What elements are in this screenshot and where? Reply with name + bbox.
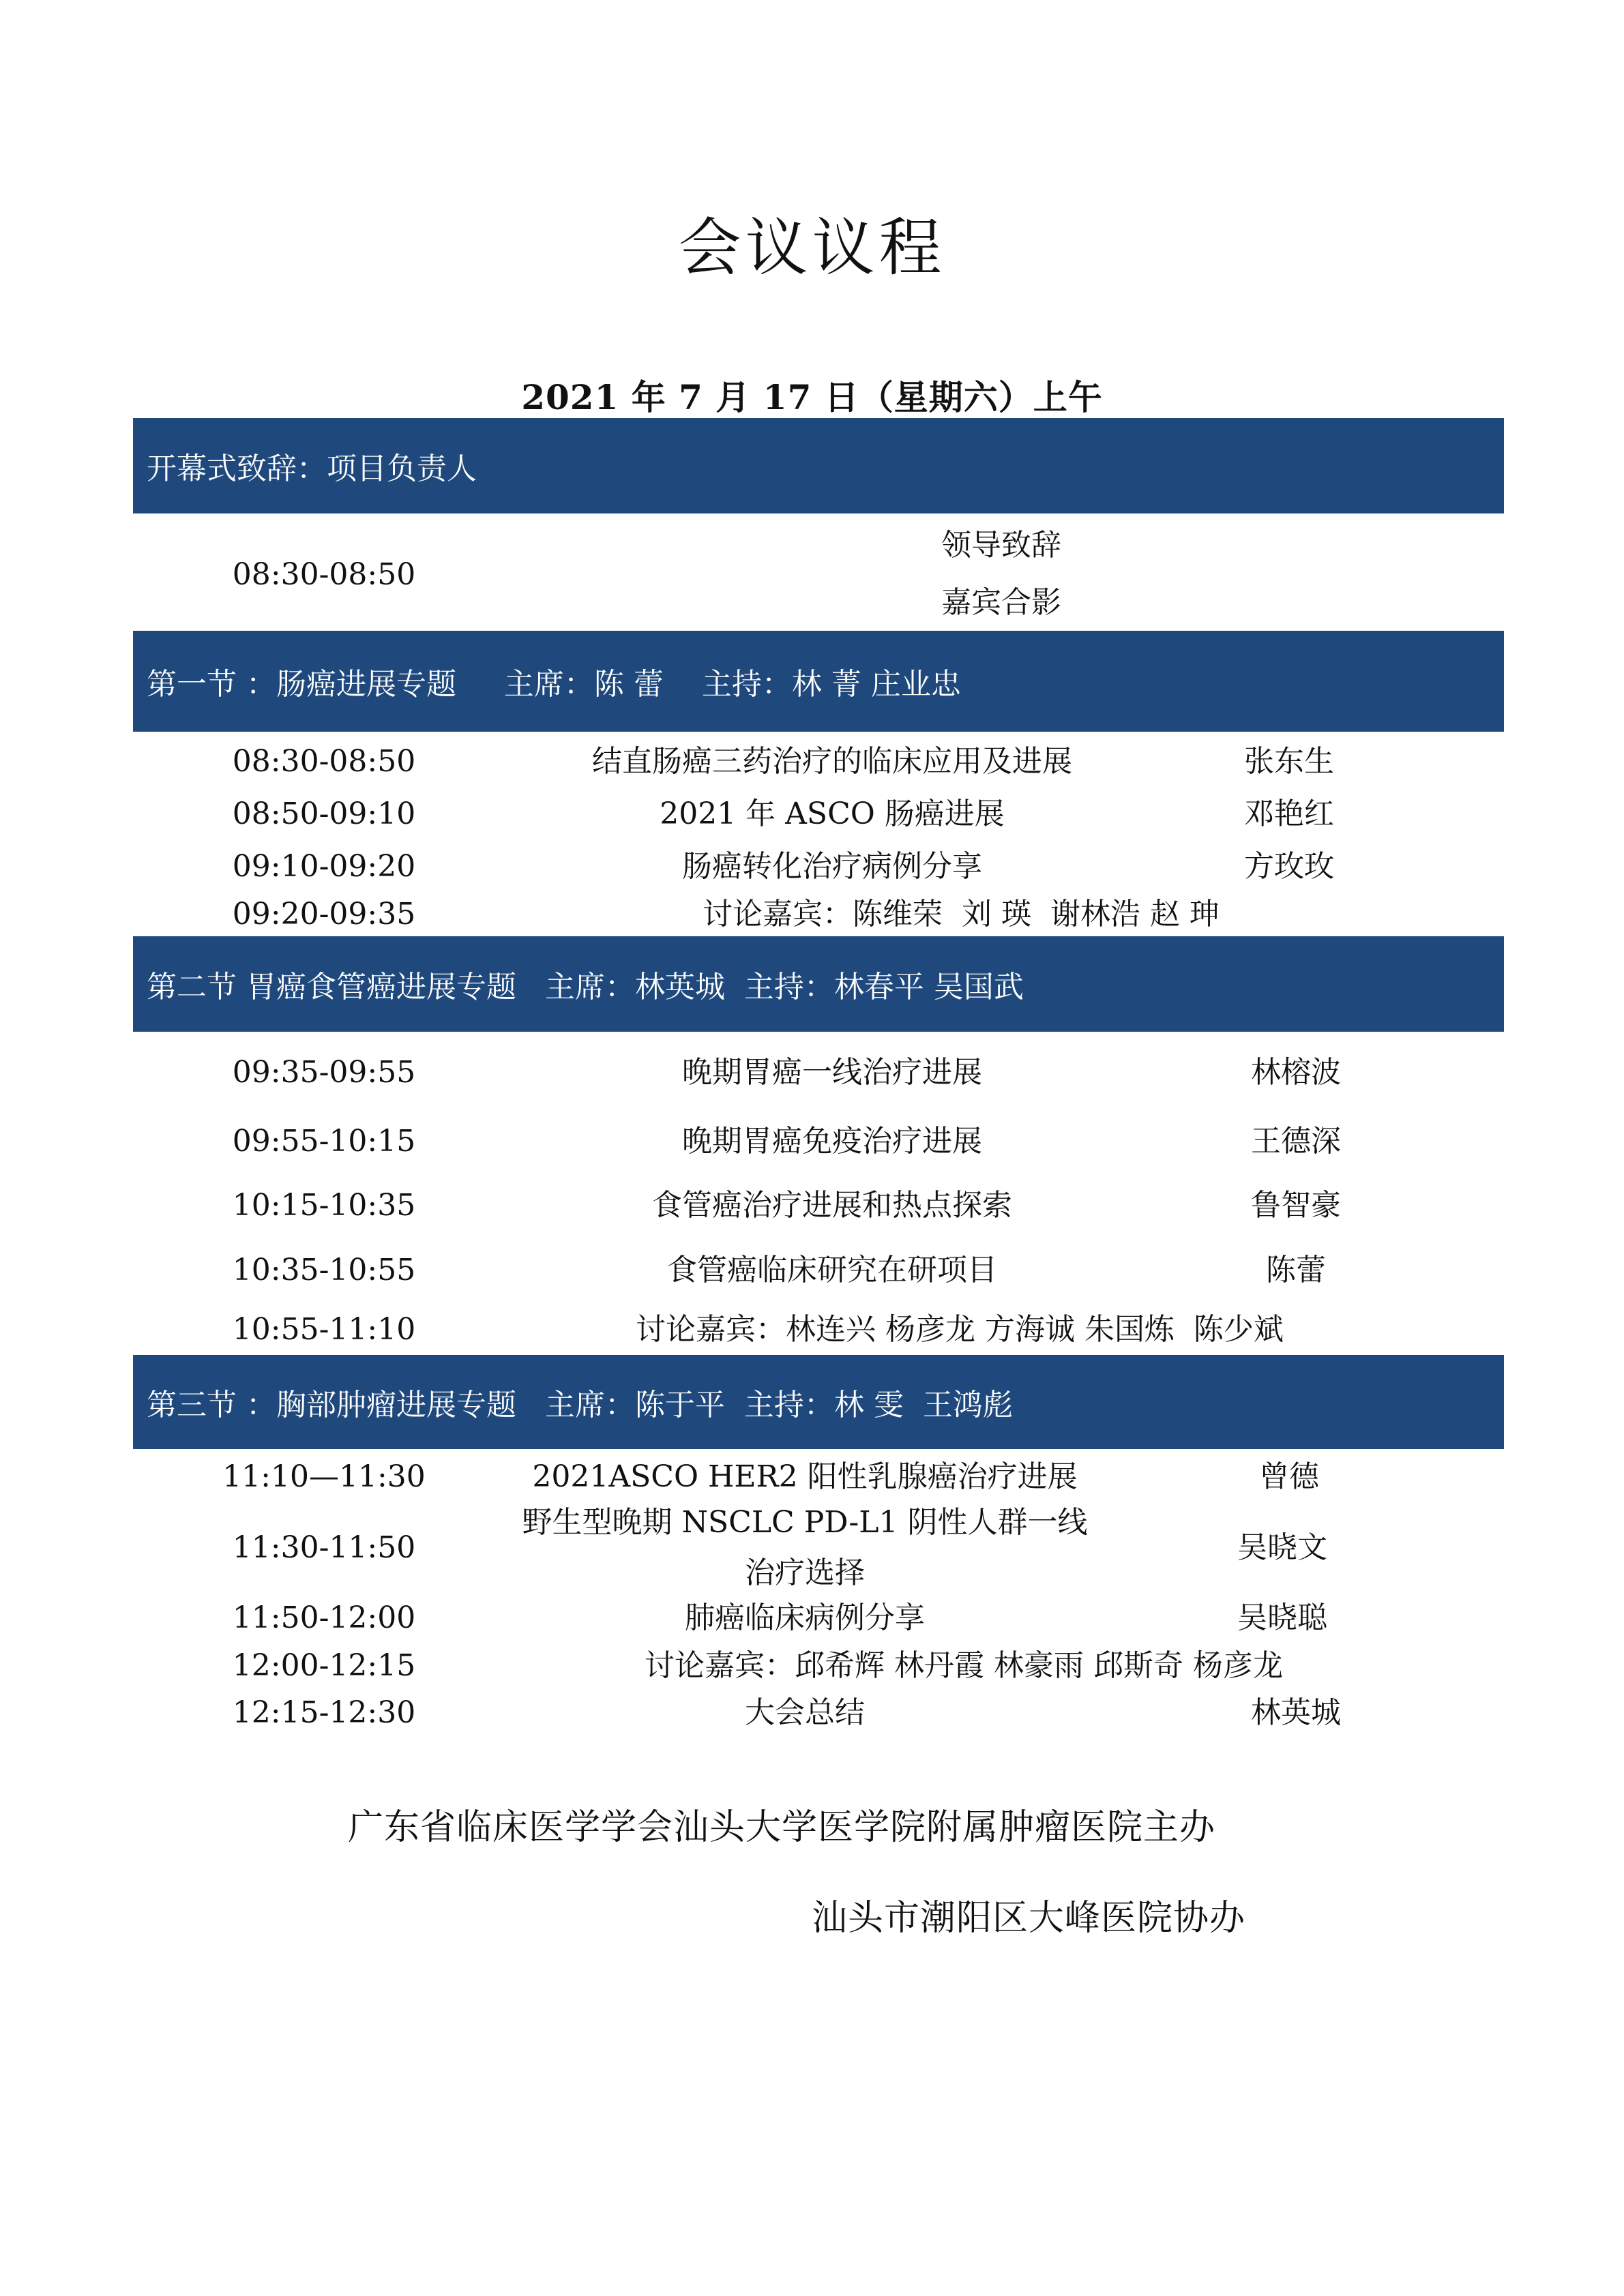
section3-row2-topic-line2: 治疗选择 bbox=[745, 1555, 865, 1590]
co-organizer: 汕头市潮阳区大峰医院协办 bbox=[812, 1898, 1246, 1939]
opening-time: 08:30-08:50 bbox=[232, 557, 416, 592]
section2-row4-speaker: 陈蕾 bbox=[1266, 1253, 1326, 1287]
section1-row3-speaker: 方玫玫 bbox=[1244, 849, 1334, 884]
section1-discussion-guests: 讨论嘉宾：陈维荣 刘 瑛 谢林浩 赵 珅 bbox=[703, 897, 1220, 931]
closing-speaker: 林英城 bbox=[1251, 1695, 1341, 1730]
section1-row2-speaker: 邓艳红 bbox=[1244, 796, 1334, 831]
section3-discussion-time: 12:00-12:15 bbox=[232, 1648, 416, 1683]
closing-time: 12:15-12:30 bbox=[232, 1695, 416, 1730]
section2-row2-topic: 晚期胃癌免疫治疗进展 bbox=[682, 1124, 982, 1159]
organizer: 广东省临床医学学会汕头大学医学院附属肿瘤医院主办 bbox=[348, 1807, 1216, 1848]
section1-row2-topic: 2021 年 ASCO 肠癌进展 bbox=[660, 796, 1005, 831]
opening-header: 开幕式致辞：项目负责人 bbox=[133, 418, 1504, 513]
section3-row3-speaker: 吴晓聪 bbox=[1237, 1600, 1327, 1635]
section1-row2-time: 08:50-09:10 bbox=[232, 796, 416, 831]
opening-item-photo: 嘉宾合影 bbox=[941, 585, 1061, 620]
section2-row2-speaker: 王德深 bbox=[1251, 1124, 1341, 1159]
closing-topic: 大会总结 bbox=[745, 1695, 865, 1730]
section2-row1-topic: 晚期胃癌一线治疗进展 bbox=[682, 1055, 982, 1090]
section1-row3-time: 09:10-09:20 bbox=[232, 849, 416, 884]
section1-row1-speaker: 张东生 bbox=[1244, 744, 1334, 779]
page-title: 会议议程 bbox=[678, 211, 946, 284]
section3-row1-time: 11:10—11:30 bbox=[222, 1459, 426, 1494]
section1-row1-time: 08:30-08:50 bbox=[232, 744, 416, 779]
section2-header: 第二节 胃癌食管癌进展专题 主席：林英城 主持：林春平 吴国武 bbox=[133, 936, 1504, 1032]
section2-row4-topic: 食管癌临床研究在研项目 bbox=[667, 1253, 997, 1287]
section3-row3-time: 11:50-12:00 bbox=[232, 1600, 416, 1635]
section2-row3-time: 10:15-10:35 bbox=[232, 1188, 416, 1223]
section3-row1-speaker: 曾德 bbox=[1259, 1459, 1319, 1494]
section2-row3-speaker: 鲁智豪 bbox=[1251, 1188, 1341, 1223]
section1-header: 第一节 ：肠癌进展专题 主席：陈 蕾 主持：林 菁 庄业忠 bbox=[133, 631, 1504, 732]
section2-row1-speaker: 林榕波 bbox=[1251, 1055, 1341, 1090]
section2-row1-time: 09:35-09:55 bbox=[232, 1055, 416, 1090]
section2-row4-time: 10:35-10:55 bbox=[232, 1253, 416, 1287]
section3-row2-speaker: 吴晓文 bbox=[1237, 1530, 1327, 1565]
section1-row3-topic: 肠癌转化治疗病例分享 bbox=[682, 849, 982, 884]
section1-row1-topic: 结直肠癌三药治疗的临床应用及进展 bbox=[592, 744, 1072, 779]
section3-row1-topic: 2021ASCO HER2 阳性乳腺癌治疗进展 bbox=[532, 1459, 1078, 1494]
section3-discussion-guests: 讨论嘉宾：邱希辉 林丹霞 林豪雨 邱斯奇 杨彦龙 bbox=[645, 1648, 1283, 1683]
section3-row3-topic: 肺癌临床病例分享 bbox=[685, 1600, 925, 1635]
section2-discussion-time: 10:55-11:10 bbox=[232, 1312, 416, 1347]
opening-item-speech: 领导致辞 bbox=[941, 528, 1061, 563]
section2-row3-topic: 食管癌治疗进展和热点探索 bbox=[652, 1188, 1012, 1223]
section3-header: 第三节 ：胸部肿瘤进展专题 主席：陈于平 主持：林 雯 王鸿彪 bbox=[133, 1355, 1504, 1449]
section3-row2-topic-line1: 野生型晚期 NSCLC PD-L1 阴性人群一线 bbox=[522, 1505, 1088, 1540]
section2-discussion-guests: 讨论嘉宾：林连兴 杨彦龙 方海诚 朱国炼 陈少斌 bbox=[636, 1312, 1284, 1347]
agenda-date: 2021 年 7 月 17 日（星期六）上午 bbox=[521, 377, 1103, 417]
section2-row2-time: 09:55-10:15 bbox=[232, 1124, 416, 1159]
section3-row2-time: 11:30-11:50 bbox=[232, 1530, 416, 1565]
section1-discussion-time: 09:20-09:35 bbox=[232, 897, 416, 931]
